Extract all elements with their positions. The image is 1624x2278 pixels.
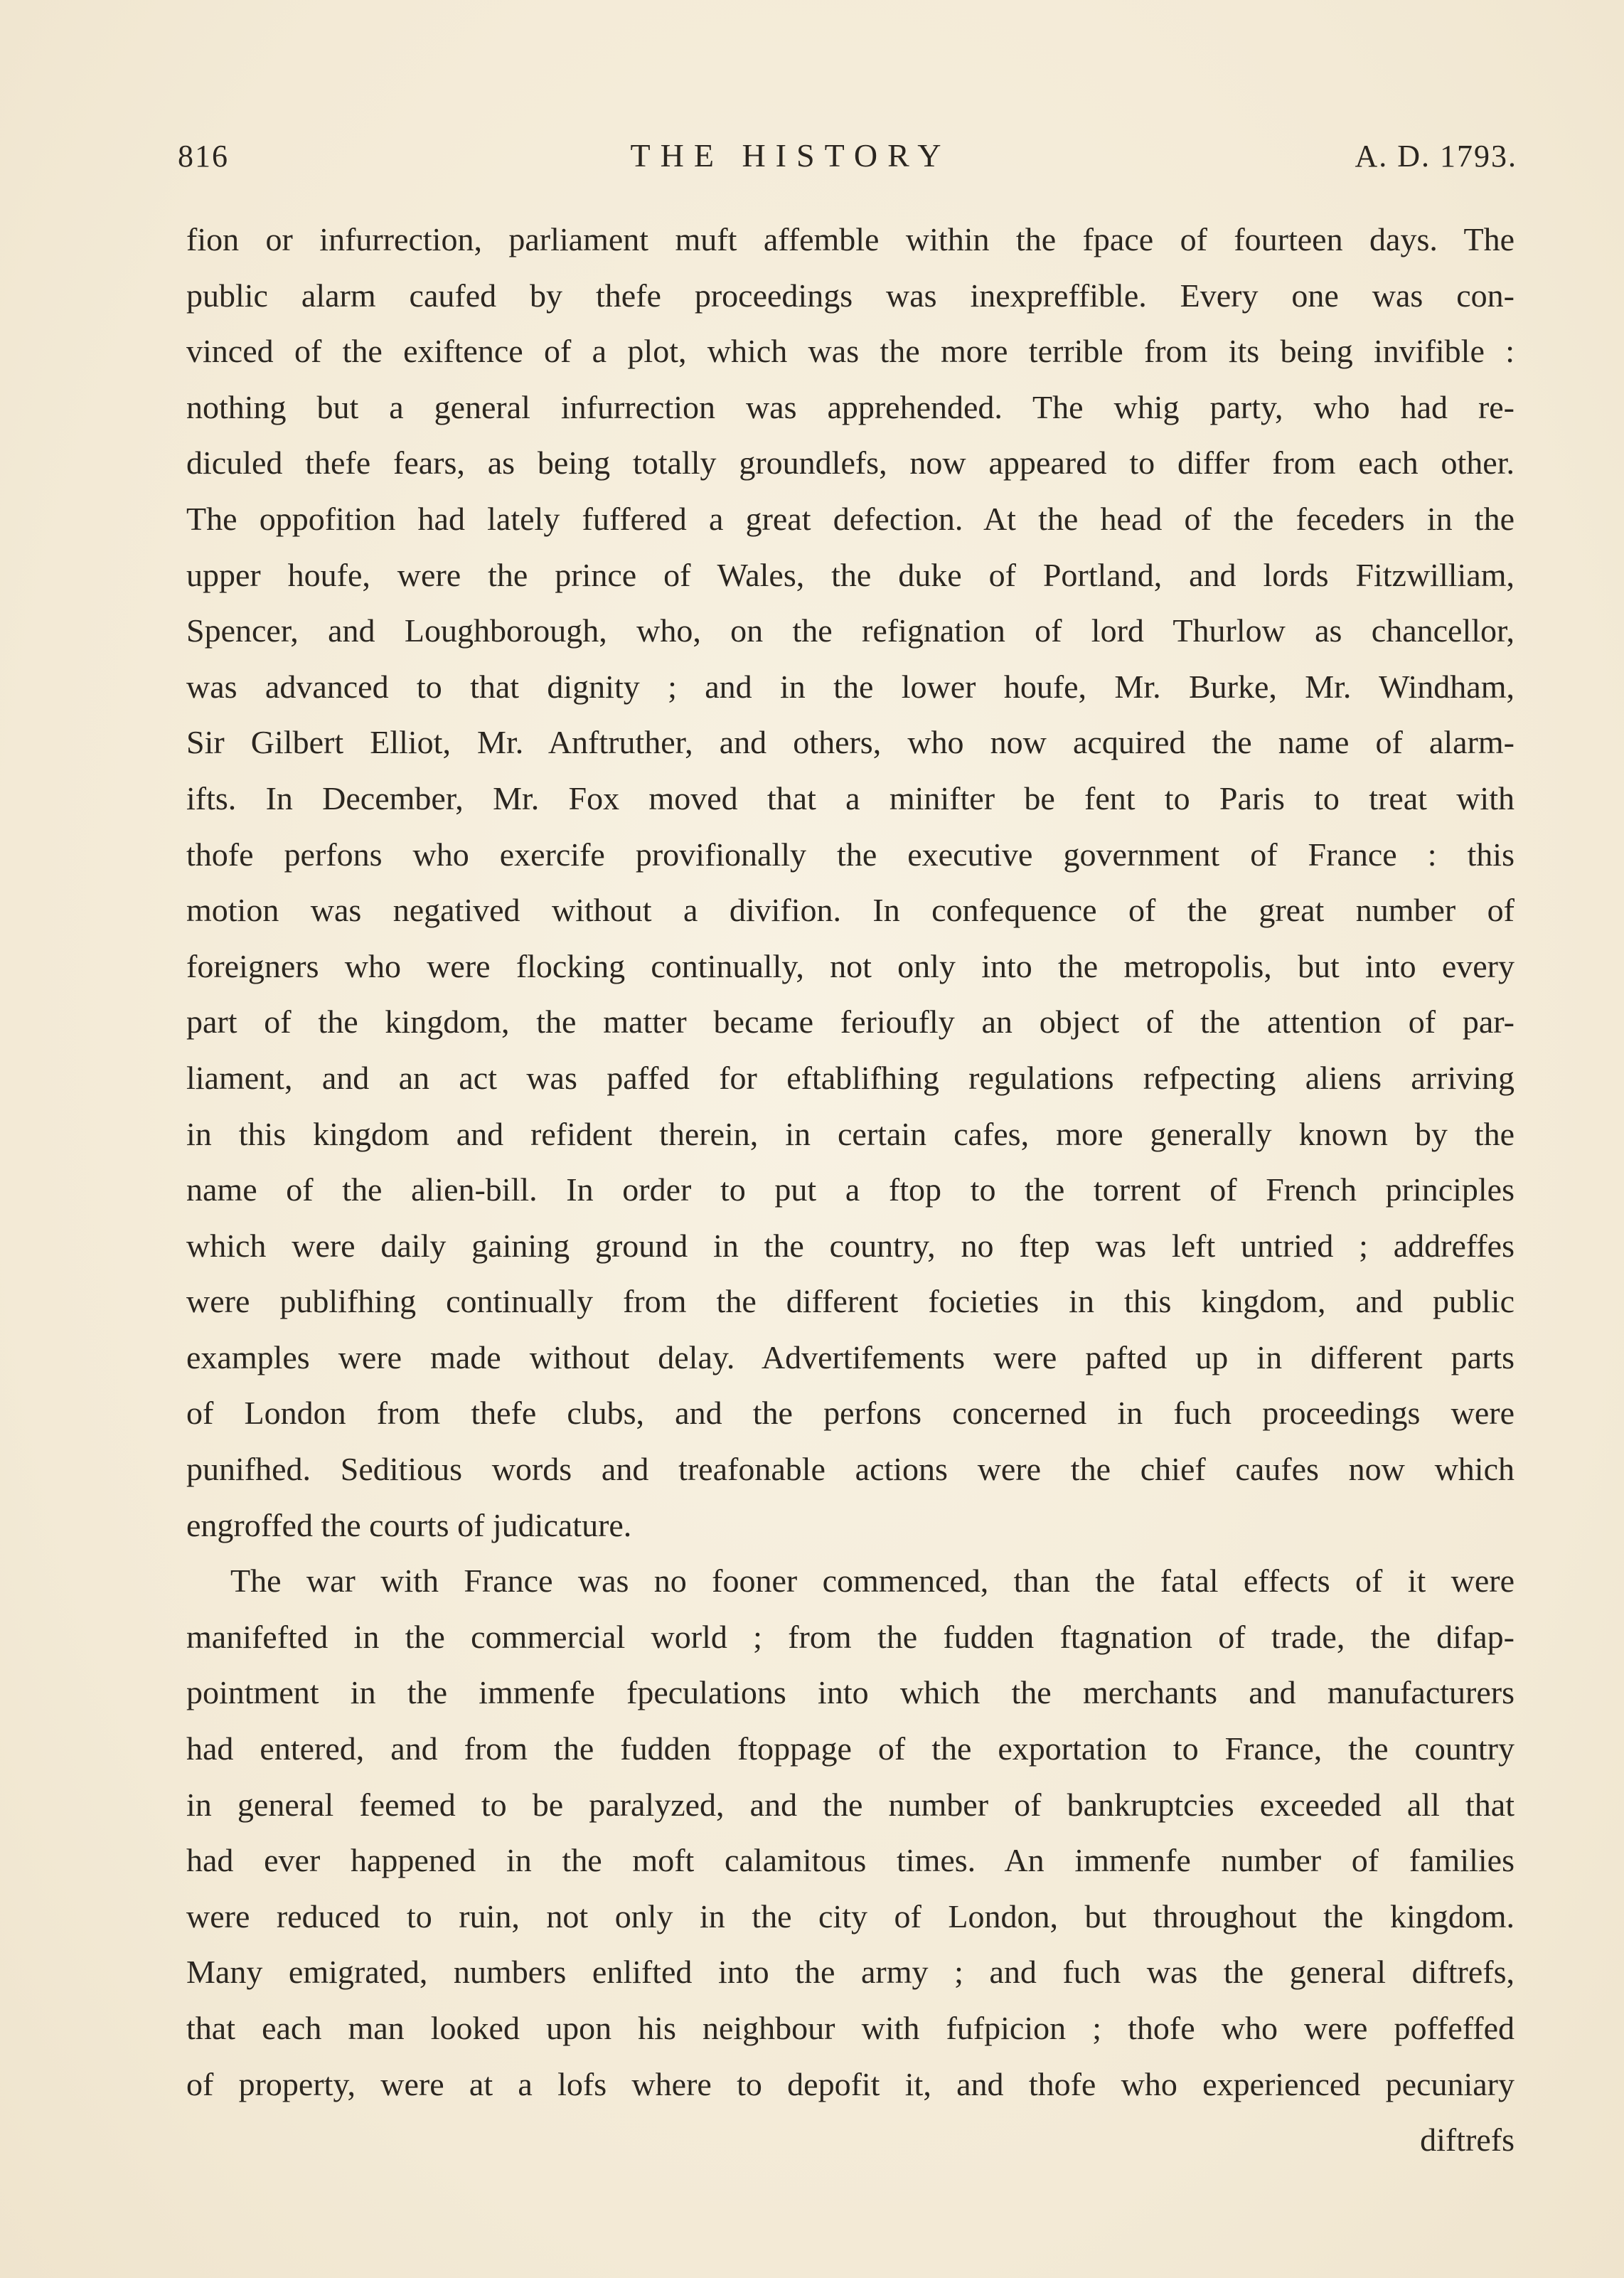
- text-line: upper houfe, were the prince of Wales, the duke of Portland, and lords Fitzwilliam,: [186, 556, 1515, 593]
- running-title: THE HISTORY: [630, 137, 951, 174]
- text-line: had entered, and from the fudden ftoppage of the exportation to France, the country: [186, 1730, 1515, 1767]
- text-line: that each man looked upon his neighbour with fufpicion ; thofe who were poffeffed: [186, 2010, 1515, 2046]
- text-line: in general feemed to be paralyzed, and the number of bankruptcies exceeded all that: [186, 1786, 1515, 1823]
- text-line: nothing but a general infurrection was apprehended. The whig party, who had re-: [186, 388, 1515, 425]
- text-line: vinced of the exiftence of a plot, which was the more terrible from its being invifible :: [186, 333, 1515, 370]
- paragraph-2: [186, 1553, 1515, 2112]
- text-line: were publifhing continually from the different focieties in this kingdom, and public: [186, 1283, 1515, 1320]
- text-line: diculed thefe fears, as being totally groundlefs, now appeared to differ from each other.: [186, 445, 1515, 481]
- running-year: A. D. 1793.: [1355, 139, 1517, 174]
- text-line: manifefted in the commercial world ; from the fudden ftagnation of trade, the difap-: [186, 1618, 1515, 1655]
- text-line: punifhed. Seditious words and treafonable actions were the chief caufes now which: [186, 1451, 1515, 1488]
- text-line: had ever happened in the moft calamitous times. An immenfe number of families: [186, 1842, 1515, 1879]
- text-line: was advanced to that dignity ; and in the lower houfe, Mr. Burke, Mr. Windham,: [186, 668, 1515, 705]
- text-line: in this kingdom and refident therein, in certain cafes, more generally known by the: [186, 1115, 1515, 1152]
- text-line: were reduced to ruin, not only in the city of London, but throughout the kingdom.: [186, 1898, 1515, 1934]
- text-line: thofe perfons who exercife provifionally the executive government of France : this: [186, 836, 1515, 873]
- text-line: which were daily gaining ground in the country, no ftep was left untried ; addreffes: [186, 1227, 1515, 1264]
- body-text: [186, 212, 1515, 2168]
- text-line: fion or infurrection, parliament muft affemble within the fpace of fourteen days. The: [186, 221, 1515, 257]
- text-line: liament, and an act was paffed for eftablifhing regulations refpecting aliens arriving: [186, 1059, 1515, 1096]
- catchword: diftrefs: [1420, 2122, 1515, 2159]
- text-line: The oppofition had lately fuffered a great defection. At the head of the feceders in the: [186, 500, 1515, 537]
- text-line: foreigners who were flocking continually, not only into the metropolis, but into every: [186, 947, 1515, 984]
- page-number: 816: [178, 139, 229, 174]
- text-line: Many emigrated, numbers enlifted into the army ; and fuch was the general diftrefs,: [186, 1954, 1515, 1991]
- text-line: Sir Gilbert Elliot, Mr. Anftruther, and others, who now acquired the name of alarm-: [186, 724, 1515, 761]
- text-line: Spencer, and Loughborough, who, on the refignation of lord Thurlow as chancellor,: [186, 612, 1515, 649]
- text-line: of property, were at a lofs where to depofit it, and thofe who experienced pecuniary: [186, 2065, 1515, 2102]
- text-line: motion was negatived without a divifion. In confequence of the great number of: [186, 892, 1515, 929]
- text-line: ifts. In December, Mr. Fox moved that a minifter be fent to Paris to treat with: [186, 779, 1515, 816]
- text-line: examples were made without delay. Advertifements were pafted up in different parts: [186, 1338, 1515, 1375]
- paragraph-1: [186, 212, 1515, 1553]
- text-line: pointment in the immenfe fpeculations into which the merchants and manufacturers: [186, 1674, 1515, 1711]
- text-line: public alarm caufed by thefe proceedings was inexpreffible. Every one was con-: [186, 277, 1515, 314]
- text-line: part of the kingdom, the matter became ferioufly an object of the attention of par-: [186, 1004, 1515, 1040]
- text-line: name of the alien-bill. In order to put a ftop to the torrent of French principles: [186, 1171, 1515, 1208]
- text-line: The war with France was no fooner commenced, than the fatal effects of it were: [230, 1563, 1515, 1600]
- text-line: engroffed the courts of judicature.: [186, 1506, 632, 1543]
- text-line: of London from thefe clubs, and the perfons concerned in fuch proceedings were: [186, 1395, 1515, 1432]
- running-head: [178, 137, 1517, 193]
